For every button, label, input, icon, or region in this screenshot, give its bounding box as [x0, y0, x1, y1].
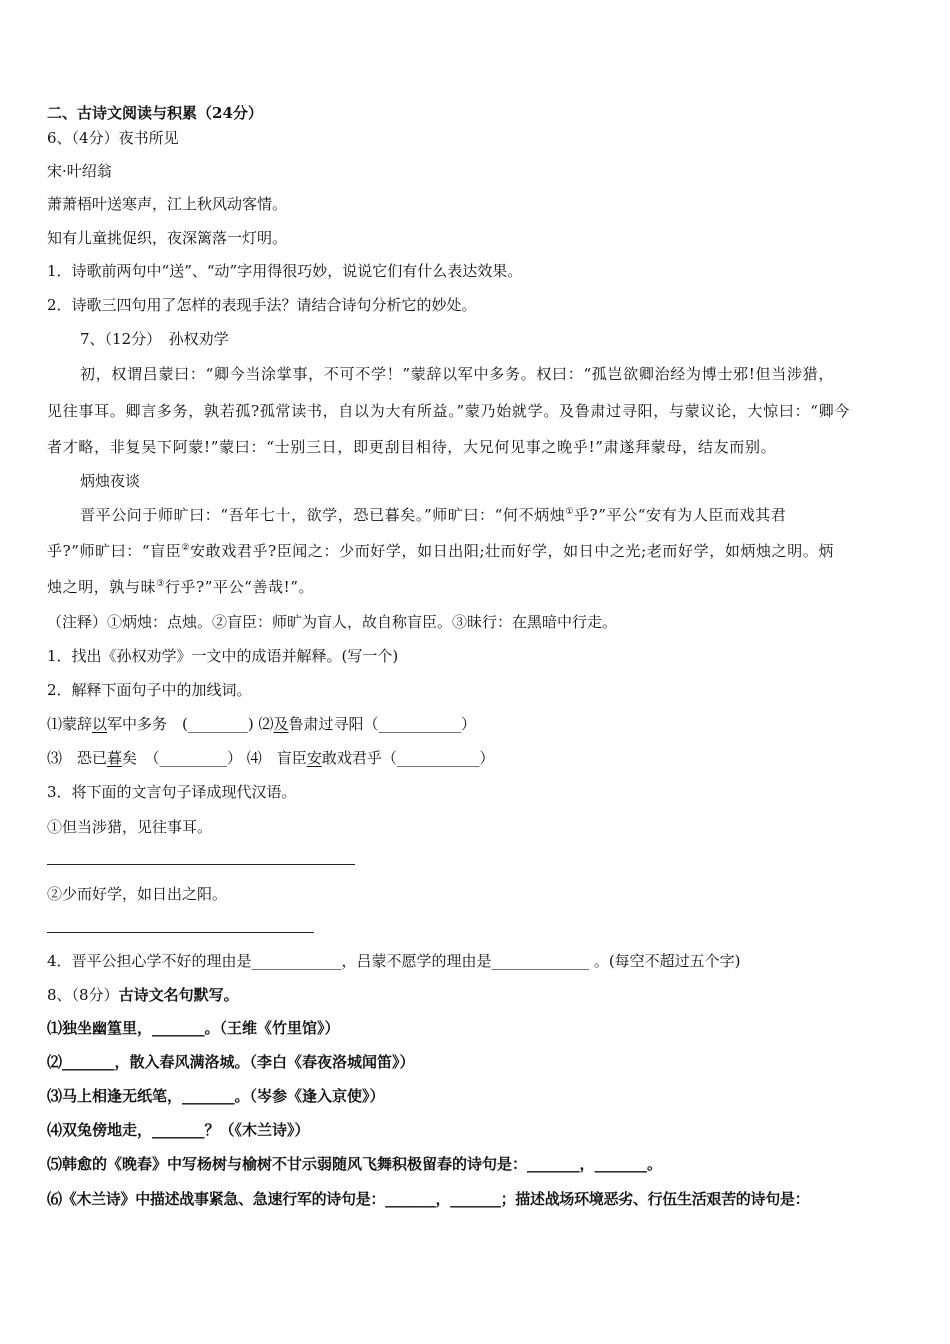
- answer-line-1: [47, 864, 355, 865]
- footnote-marker-3: ③: [156, 579, 165, 589]
- sentence-text: 矣 （_________） ⑷ 盲臣: [122, 749, 307, 767]
- sentence-text: 鲁肃过寻阳（___________）: [288, 715, 477, 733]
- sentence-text: ⑴蒙辞: [47, 715, 93, 733]
- passage-2-text: 烛之明，孰与昧: [47, 578, 157, 596]
- passage-2-text: 乎?”平公“安有为人臣而戏其君: [573, 506, 787, 524]
- passage-1-line-1: 初，权谓吕蒙曰：“卿今当涂掌事，不可不学！”蒙辞以军中多务。权曰：“孤岂欲卿治经为博士邪!但当涉猎，: [80, 365, 835, 383]
- passage-2-line-1: [80, 505, 786, 525]
- recitation-6: ⑹《木兰诗》中描述战事紧急、急速行军的诗句是：_______，_______；描述战场环境恶劣、行伍生活艰苦的诗句是：: [47, 1190, 810, 1208]
- question-7-sub-1: 1．找出《孙权劝学》一文中的成语并解释。(写一个): [47, 647, 399, 665]
- sentence-text: ⑶ 恐已: [47, 749, 108, 767]
- passage-2-text: 行乎?”平公“善哉!”。: [164, 578, 315, 596]
- translate-sentence-2: ②少而好学，如日出之阳。: [47, 885, 228, 903]
- sentence-text: 军中多务 (________) ⑵: [107, 715, 274, 733]
- recitation-3: ⑶马上相逢无纸笔，_______。（岑参《逢入京使》）: [47, 1087, 385, 1105]
- recitation-5: ⑸韩愈的《晚春》中写杨树与榆树不甘示弱随风飞舞积极留春的诗句是：_______，_______。: [47, 1155, 663, 1173]
- question-7-sub-2: 2．解释下面句子中的加线词。: [47, 681, 252, 699]
- translate-sentence-1: ①但当涉猎，见往事耳。: [47, 818, 213, 836]
- question-6-sub-1: 1．诗歌前两句中“送”、“动”字用得很巧妙，说说它们有什么表达效果。: [47, 262, 523, 280]
- recitation-1: ⑴独坐幽篁里，_______。（王维《竹里馆》）: [47, 1019, 340, 1037]
- underlined-word: 及: [273, 715, 289, 733]
- poem-line-2: 知有儿童挑促织，夜深篱落一灯明。: [47, 229, 288, 247]
- passage-2-line-3: [47, 577, 314, 597]
- question-8-number: 8、（8分）: [47, 986, 119, 1004]
- word-explain-row-2: [47, 748, 494, 768]
- footnote-marker-2: ②: [181, 543, 191, 553]
- footnote-marker-1: ①: [565, 507, 574, 517]
- question-7-sub-4: 4．晋平公担心学不好的理由是____________，吕蒙不愿学的理由是_____________ 。(每空不超过五个字): [47, 952, 741, 970]
- passage-2-text: 安敢戏君乎?臣闻之：少而好学，如日出阳;壮而好学，如日中之光;老而好学，如炳烛之明。炳: [190, 542, 835, 560]
- passage-2-title: 炳烛夜谈: [80, 472, 141, 490]
- question-6-heading: 6、（4分）夜书所见: [47, 129, 179, 147]
- passage-2-text: 乎?”师旷曰：“盲臣: [47, 542, 182, 560]
- recitation-2: ⑵_______，散入春风满洛城。（李白《春夜洛城闻笛》）: [47, 1053, 415, 1071]
- passage-2-text: 晋平公问于师旷曰：“吾年七十，欲学，恐已暮矣。”师旷曰：“何不炳烛: [80, 506, 566, 524]
- underlined-word: 以: [92, 715, 108, 733]
- poem-line-1: 萧萧梧叶送寒声，江上秋风动客情。: [47, 195, 288, 213]
- answer-line-2: [47, 932, 314, 933]
- recitation-4: ⑷双兔傍地走，_______？（《木兰诗》）: [47, 1121, 310, 1139]
- passage-2-line-2: [47, 541, 834, 561]
- passage-1-line-3: 者才略，非复吴下阿蒙!”蒙曰：“士别三日，即更刮目相待，大兄何见事之晚乎!”肃遂拜蒙母，结友而别。: [47, 438, 777, 456]
- question-7-sub-3: 3．将下面的文言句子译成现代汉语。: [47, 783, 297, 801]
- passage-1-line-2: 见往事耳。卿言多务，孰若孤?孤常读书，自以为大有所益。”蒙乃始就学。及鲁肃过寻阳，与蒙议论，大惊曰：“卿今: [47, 402, 850, 420]
- section-title: 二、古诗文阅读与积累（24分）: [47, 104, 263, 122]
- annotations: （注释）①炳烛：点烛。②盲臣：师旷为盲人，故自称盲臣。③昧行：在黑暗中行走。: [47, 613, 618, 631]
- underlined-word: 暮: [107, 749, 123, 767]
- question-8-heading: [47, 985, 239, 1005]
- question-6-sub-2: 2．诗歌三四句用了怎样的表现手法？请结合诗句分析它的妙处。: [47, 296, 477, 314]
- question-7-heading: 7、（12分） 孙权劝学: [80, 330, 229, 348]
- underlined-word: 安: [306, 749, 322, 767]
- sentence-text: 敢戏君乎（___________）: [321, 749, 495, 767]
- question-8-title: 古诗文名句默写。: [118, 986, 239, 1004]
- poem-author: 宋·叶绍翁: [47, 162, 112, 180]
- word-explain-row-1: [47, 714, 476, 734]
